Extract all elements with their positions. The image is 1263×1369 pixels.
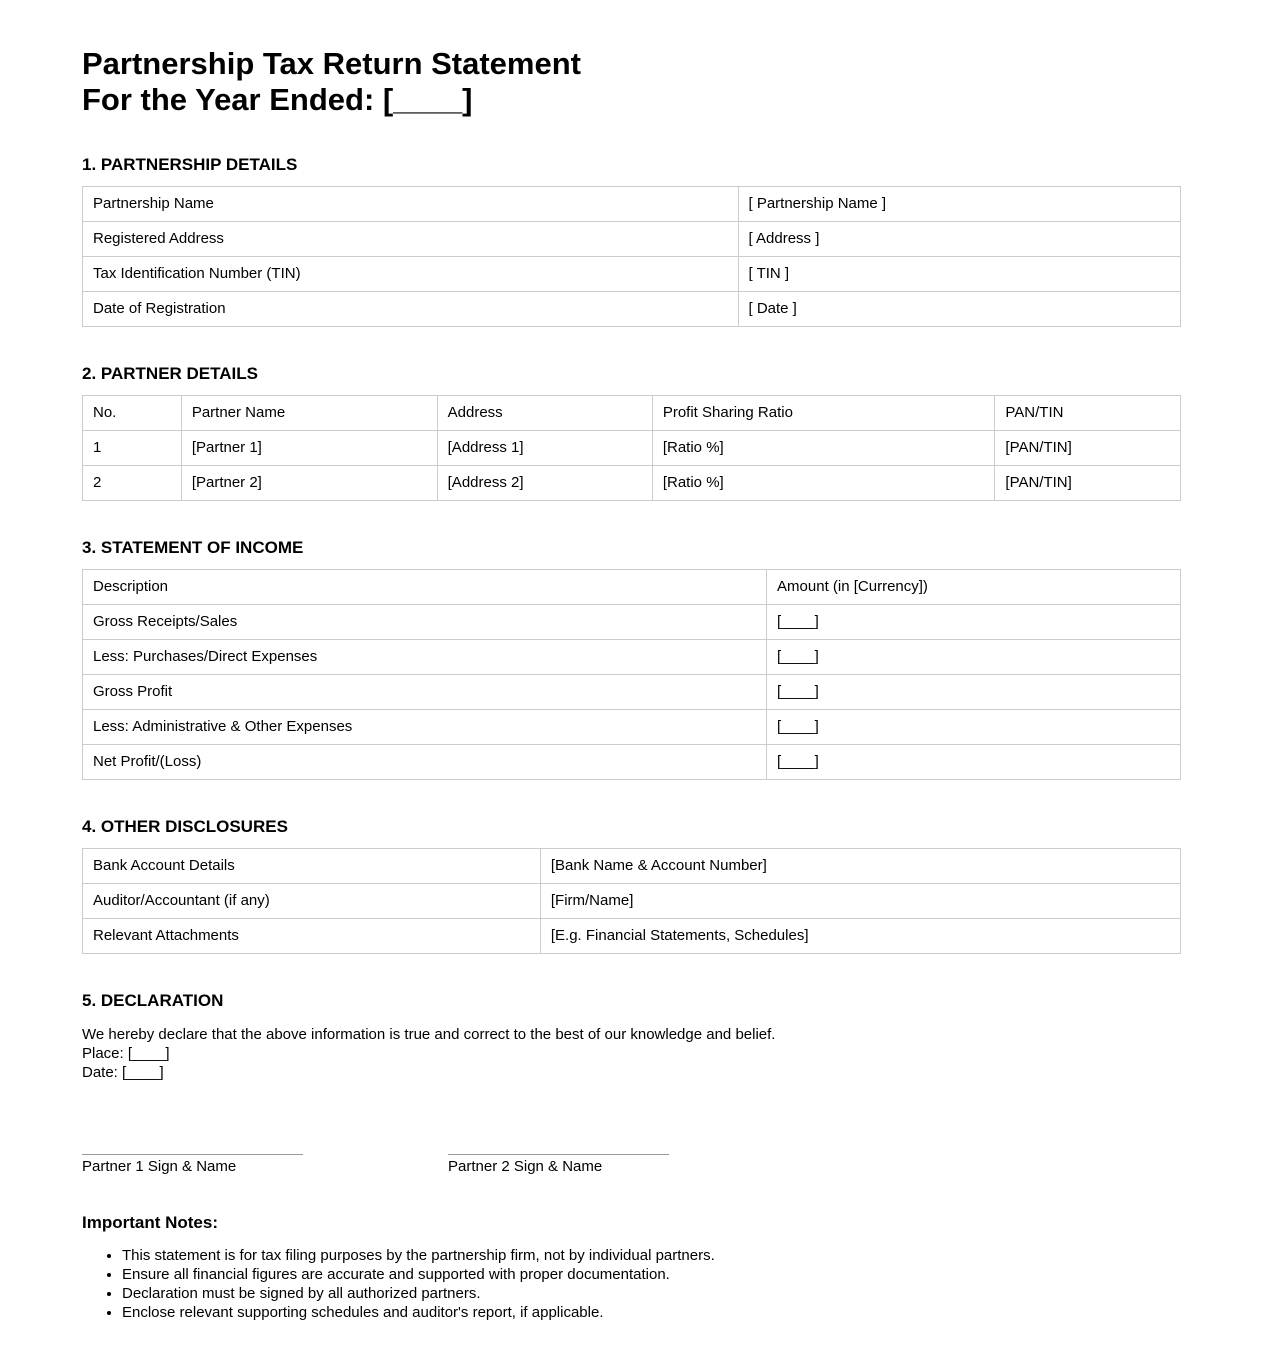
- partner1-signature-block: [82, 1154, 303, 1176]
- note-item: • Declaration must be signed by all authorized partners.: [122, 1285, 1181, 1303]
- table-row: [83, 466, 1181, 501]
- section-heading-partner-details: 2. PARTNER DETAILS: [82, 364, 258, 383]
- income-line-label: Less: Administrative & Other Expenses: [83, 710, 767, 745]
- table-row: [83, 257, 1181, 292]
- table-row: [83, 884, 1181, 919]
- income-line-amount: [____]: [767, 675, 1181, 710]
- partner2-signature-label: Partner 2 Sign & Name: [448, 1158, 603, 1175]
- table-header-row: [83, 570, 1181, 605]
- field-value: [ Partnership Name ]: [738, 187, 1181, 222]
- field-label: Tax Identification Number (TIN): [83, 257, 739, 292]
- partner-details-table: [82, 395, 1181, 501]
- income-line-label: Less: Purchases/Direct Expenses: [83, 640, 767, 675]
- column-header: Amount (in [Currency]): [767, 570, 1181, 605]
- note-item: • Enclose relevant supporting schedules and auditor's report, if applicable.: [122, 1304, 1181, 1322]
- other-disclosures-table: [82, 848, 1181, 954]
- income-line-amount: [____]: [767, 605, 1181, 640]
- cell-ratio: [Ratio %]: [652, 431, 995, 466]
- cell-address: [Address 1]: [437, 431, 652, 466]
- table-row: [83, 710, 1181, 745]
- cell-address: [Address 2]: [437, 466, 652, 501]
- field-label: Relevant Attachments: [83, 919, 541, 954]
- column-header: No.: [83, 396, 182, 431]
- cell-no: 2: [83, 466, 182, 501]
- field-label: Date of Registration: [83, 292, 739, 327]
- field-value: [E.g. Financial Statements, Schedules]: [540, 919, 1180, 954]
- column-header: PAN/TIN: [995, 396, 1181, 431]
- table-row: [83, 640, 1181, 675]
- table-header-row: [83, 396, 1181, 431]
- income-line-amount: [____]: [767, 745, 1181, 780]
- table-row: [83, 745, 1181, 780]
- table-row: [83, 222, 1181, 257]
- income-line-label: Gross Profit: [83, 675, 767, 710]
- declaration-date-field: Date: [____]: [82, 1064, 164, 1081]
- column-header: Partner Name: [181, 396, 437, 431]
- cell-partner-name: [Partner 2]: [181, 466, 437, 501]
- field-label: Registered Address: [83, 222, 739, 257]
- declaration-place-field: Place: [____]: [82, 1045, 170, 1062]
- note-item: • Ensure all financial figures are accurate and supported with proper documentation.: [122, 1266, 1181, 1284]
- field-label: Bank Account Details: [83, 849, 541, 884]
- column-header: Address: [437, 396, 652, 431]
- cell-pan-tin: [PAN/TIN]: [995, 466, 1181, 501]
- partner2-signature-block: [448, 1154, 669, 1176]
- income-line-label: Net Profit/(Loss): [83, 745, 767, 780]
- field-value: [Bank Name & Account Number]: [540, 849, 1180, 884]
- document-title: [82, 46, 1181, 118]
- income-line-amount: [____]: [767, 710, 1181, 745]
- table-row: [83, 292, 1181, 327]
- section-heading-partnership-details: 1. PARTNERSHIP DETAILS: [82, 155, 298, 174]
- table-row: [83, 919, 1181, 954]
- table-row: [83, 431, 1181, 466]
- section-heading-other-disclosures: 4. OTHER DISCLOSURES: [82, 817, 288, 836]
- declaration-paragraph: [82, 1025, 1181, 1082]
- table-row: [83, 849, 1181, 884]
- important-notes-list: [82, 1247, 1181, 1322]
- income-line-amount: [____]: [767, 640, 1181, 675]
- title-line-2: For the Year Ended: [____]: [82, 82, 473, 117]
- title-line-1: Partnership Tax Return Statement: [82, 46, 581, 81]
- statement-of-income-table: [82, 569, 1181, 780]
- table-row: [83, 187, 1181, 222]
- column-header: Profit Sharing Ratio: [652, 396, 995, 431]
- field-value: [Firm/Name]: [540, 884, 1180, 919]
- column-header: Description: [83, 570, 767, 605]
- cell-ratio: [Ratio %]: [652, 466, 995, 501]
- cell-pan-tin: [PAN/TIN]: [995, 431, 1181, 466]
- note-item: • This statement is for tax filing purposes by the partnership firm, not by individual partners.: [122, 1247, 1181, 1265]
- field-value: [ Address ]: [738, 222, 1181, 257]
- table-row: [83, 605, 1181, 640]
- field-label: Auditor/Accountant (if any): [83, 884, 541, 919]
- table-row: [83, 675, 1181, 710]
- section-heading-statement-of-income: 3. STATEMENT OF INCOME: [82, 538, 304, 557]
- field-value: [ Date ]: [738, 292, 1181, 327]
- field-label: Partnership Name: [83, 187, 739, 222]
- income-line-label: Gross Receipts/Sales: [83, 605, 767, 640]
- important-notes-heading: Important Notes:: [82, 1213, 218, 1232]
- section-heading-declaration: 5. DECLARATION: [82, 991, 224, 1010]
- signature-section: [82, 1154, 1181, 1176]
- declaration-statement: We hereby declare that the above information is true and correct to the best of our knowledge and belief.: [82, 1026, 776, 1043]
- cell-no: 1: [83, 431, 182, 466]
- partnership-details-table: [82, 186, 1181, 327]
- cell-partner-name: [Partner 1]: [181, 431, 437, 466]
- partner1-signature-label: Partner 1 Sign & Name: [82, 1158, 237, 1175]
- field-value: [ TIN ]: [738, 257, 1181, 292]
